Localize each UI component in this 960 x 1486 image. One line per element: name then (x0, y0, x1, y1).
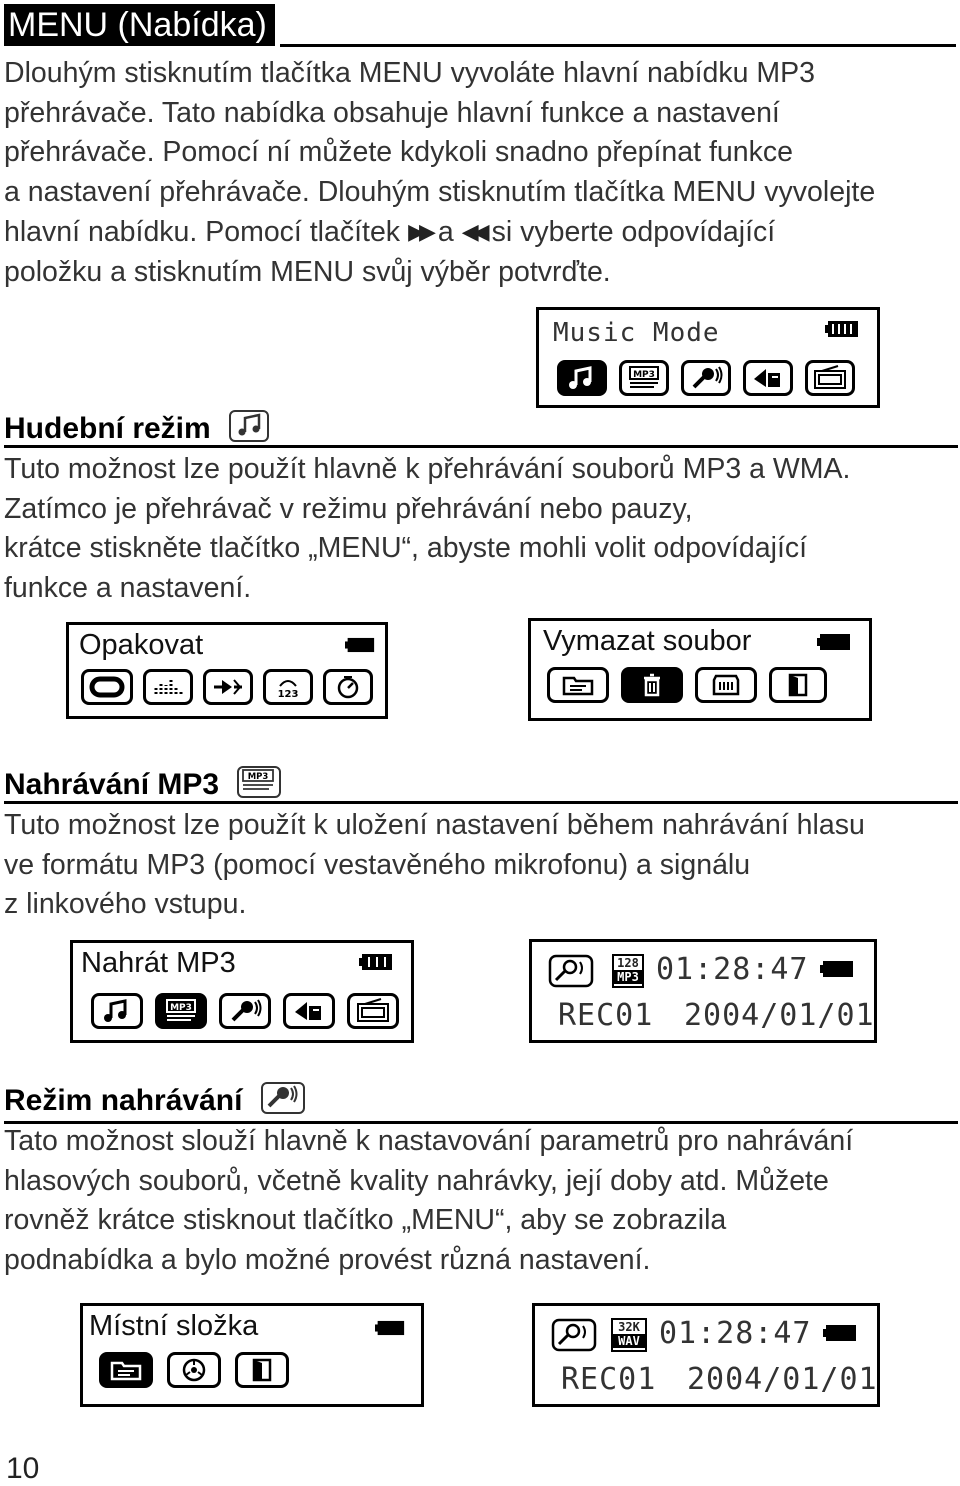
badge-format: MP3 (614, 970, 642, 984)
section-rule (4, 445, 958, 448)
delete-file-screen (528, 618, 872, 721)
microphone-icon (219, 993, 271, 1029)
mp3-record-icon (155, 993, 207, 1029)
screen-label: Místní složka (89, 1310, 259, 1342)
voice-play-icon (283, 993, 335, 1029)
screen-label: Opakovat (79, 629, 204, 661)
music-mode-screen (536, 307, 880, 408)
music-note-icon (557, 360, 607, 396)
paragraph-line: Tuto možnost lze použít k uložení nastavení během nahrávání hlasu (4, 809, 865, 841)
intro-line: Dlouhým stisknutím tlačítka MENU vyvoláte hlavní nabídku MP3 (4, 57, 815, 89)
quality-badge (611, 1318, 647, 1352)
next-arrow-icon: ▶▶ (408, 219, 430, 244)
section-heading-music (4, 412, 269, 446)
intro-line: položku a stisknutím MENU svůj výběr potvrďte. (4, 255, 611, 288)
music-note-icon (91, 993, 143, 1029)
voice-play-icon (743, 360, 793, 396)
paragraph-line: Zatímco je přehrávač v režimu přehrávání nebo pauzy, (4, 492, 693, 525)
track-order-icon (263, 669, 313, 705)
intro-text: a (437, 216, 454, 248)
badge-bitrate: 128 (617, 956, 639, 970)
recording-status-screen (532, 1303, 880, 1407)
heading-text: Nahrávání MP3 (4, 768, 220, 801)
battery-icon (375, 1320, 405, 1336)
folder-icon (547, 667, 609, 703)
paragraph-line: funkce a nastavení. (4, 571, 252, 604)
page-number: 10 (6, 1452, 40, 1485)
paragraph-line: z linkového vstupu. (4, 888, 247, 920)
section-rule (4, 801, 958, 804)
record-time: 01:28:47 (656, 952, 809, 987)
badge-format: WAV (613, 1334, 645, 1348)
intro-line: a nastavení přehrávače. Dlouhým stisknutím tlačítka MENU vyvolejte (4, 175, 876, 208)
mp3-record-icon (237, 766, 281, 798)
screen-label: Music Mode (553, 318, 720, 348)
equalizer-icon (143, 669, 193, 705)
mic-recording-icon (551, 1318, 597, 1352)
mic-recording-icon (548, 954, 594, 988)
mp3-icon-text: MP3 (248, 772, 269, 783)
screen-label: Nahrát MP3 (81, 947, 236, 979)
microphone-icon (261, 1082, 305, 1114)
intro-text: hlavní nabídku. Pomocí tlačítek (4, 216, 401, 248)
mp3-icon-text: MP3 (170, 1003, 192, 1013)
section-heading-recmode (4, 1084, 305, 1118)
exit-icon (235, 1352, 289, 1388)
intro-line: přehrávače. Tato nabídka obsahuje hlavní funkce a nastavení (4, 96, 780, 129)
intro-line: přehrávače. Pomocí ní můžete kdykoli snadno přepínat funkce (4, 136, 793, 168)
record-date: 2004/01/01 (684, 998, 875, 1033)
mp3-icon-text: MP3 (633, 370, 655, 380)
battery-icon (825, 320, 859, 338)
screen-label: Vymazat soubor (543, 625, 752, 657)
paragraph-line: Tuto možnost lze použít hlavně k přehrávání souborů MP3 a WMA. (4, 453, 851, 485)
record-date: 2004/01/01 (687, 1362, 878, 1397)
paragraph-line: hlasových souborů, včetně kvality nahrávky, její doby atd. Můžete (4, 1164, 829, 1197)
folder-icon (99, 1352, 153, 1388)
mp3-record-icon (619, 360, 669, 396)
battery-icon (345, 637, 375, 653)
battery-icon (817, 633, 851, 651)
recording-status-screen (529, 939, 877, 1043)
heading-text: Hudební režim (4, 412, 211, 445)
battery-icon (823, 1324, 857, 1342)
record-mp3-screen (70, 940, 414, 1043)
section-paragraph-music (4, 450, 850, 608)
storage-icon (695, 667, 757, 703)
section-paragraph-recmode (4, 1122, 853, 1280)
intro-line (4, 212, 875, 253)
microphone-icon (681, 360, 731, 396)
paragraph-line: ve formátu MP3 (pomocí vestavěného mikrofonu) a signálu (4, 848, 751, 881)
svg-text:123: 123 (277, 689, 299, 700)
tempo-icon (203, 669, 253, 705)
section-paragraph-mp3rec (4, 806, 865, 925)
record-file-name: REC01 (558, 998, 654, 1033)
prev-arrow-icon: ◀◀ (461, 219, 484, 244)
battery-icon (359, 953, 393, 971)
paragraph-line: podnabídka a bylo možné provést různá nastavení. (4, 1243, 651, 1276)
intro-text: si vyberte odpovídající (491, 216, 776, 248)
record-time: 01:28:47 (659, 1316, 812, 1351)
page-title: MENU (Nabídka) (4, 4, 275, 46)
record-file-name: REC01 (561, 1362, 657, 1397)
disc-icon (167, 1352, 221, 1388)
quality-badge (612, 954, 644, 988)
radio-icon (805, 360, 855, 396)
repeat-screen (66, 622, 388, 719)
trash-icon (621, 667, 683, 703)
title-rule (280, 44, 956, 47)
repeat-icon (81, 669, 133, 705)
intro-paragraph (4, 54, 875, 292)
paragraph-line: rovněž krátce stisknout tlačítko „MENU“, aby se zobrazila (4, 1204, 727, 1236)
heading-text: Režim nahrávání (4, 1084, 243, 1117)
radio-icon (347, 993, 399, 1029)
battery-icon (820, 960, 854, 978)
section-heading-mp3rec (4, 768, 281, 802)
exit-icon (769, 667, 827, 703)
paragraph-line: Tato možnost slouží hlavně k nastavování parametrů pro nahrávání (4, 1125, 854, 1157)
local-folder-screen (80, 1303, 424, 1407)
paragraph-line: krátce stiskněte tlačítko „MENU“, abyste mohli volit odpovídající (4, 532, 808, 564)
badge-bitrate: 32K (618, 1320, 640, 1334)
music-note-icon (229, 410, 269, 442)
timer-icon (323, 669, 373, 705)
